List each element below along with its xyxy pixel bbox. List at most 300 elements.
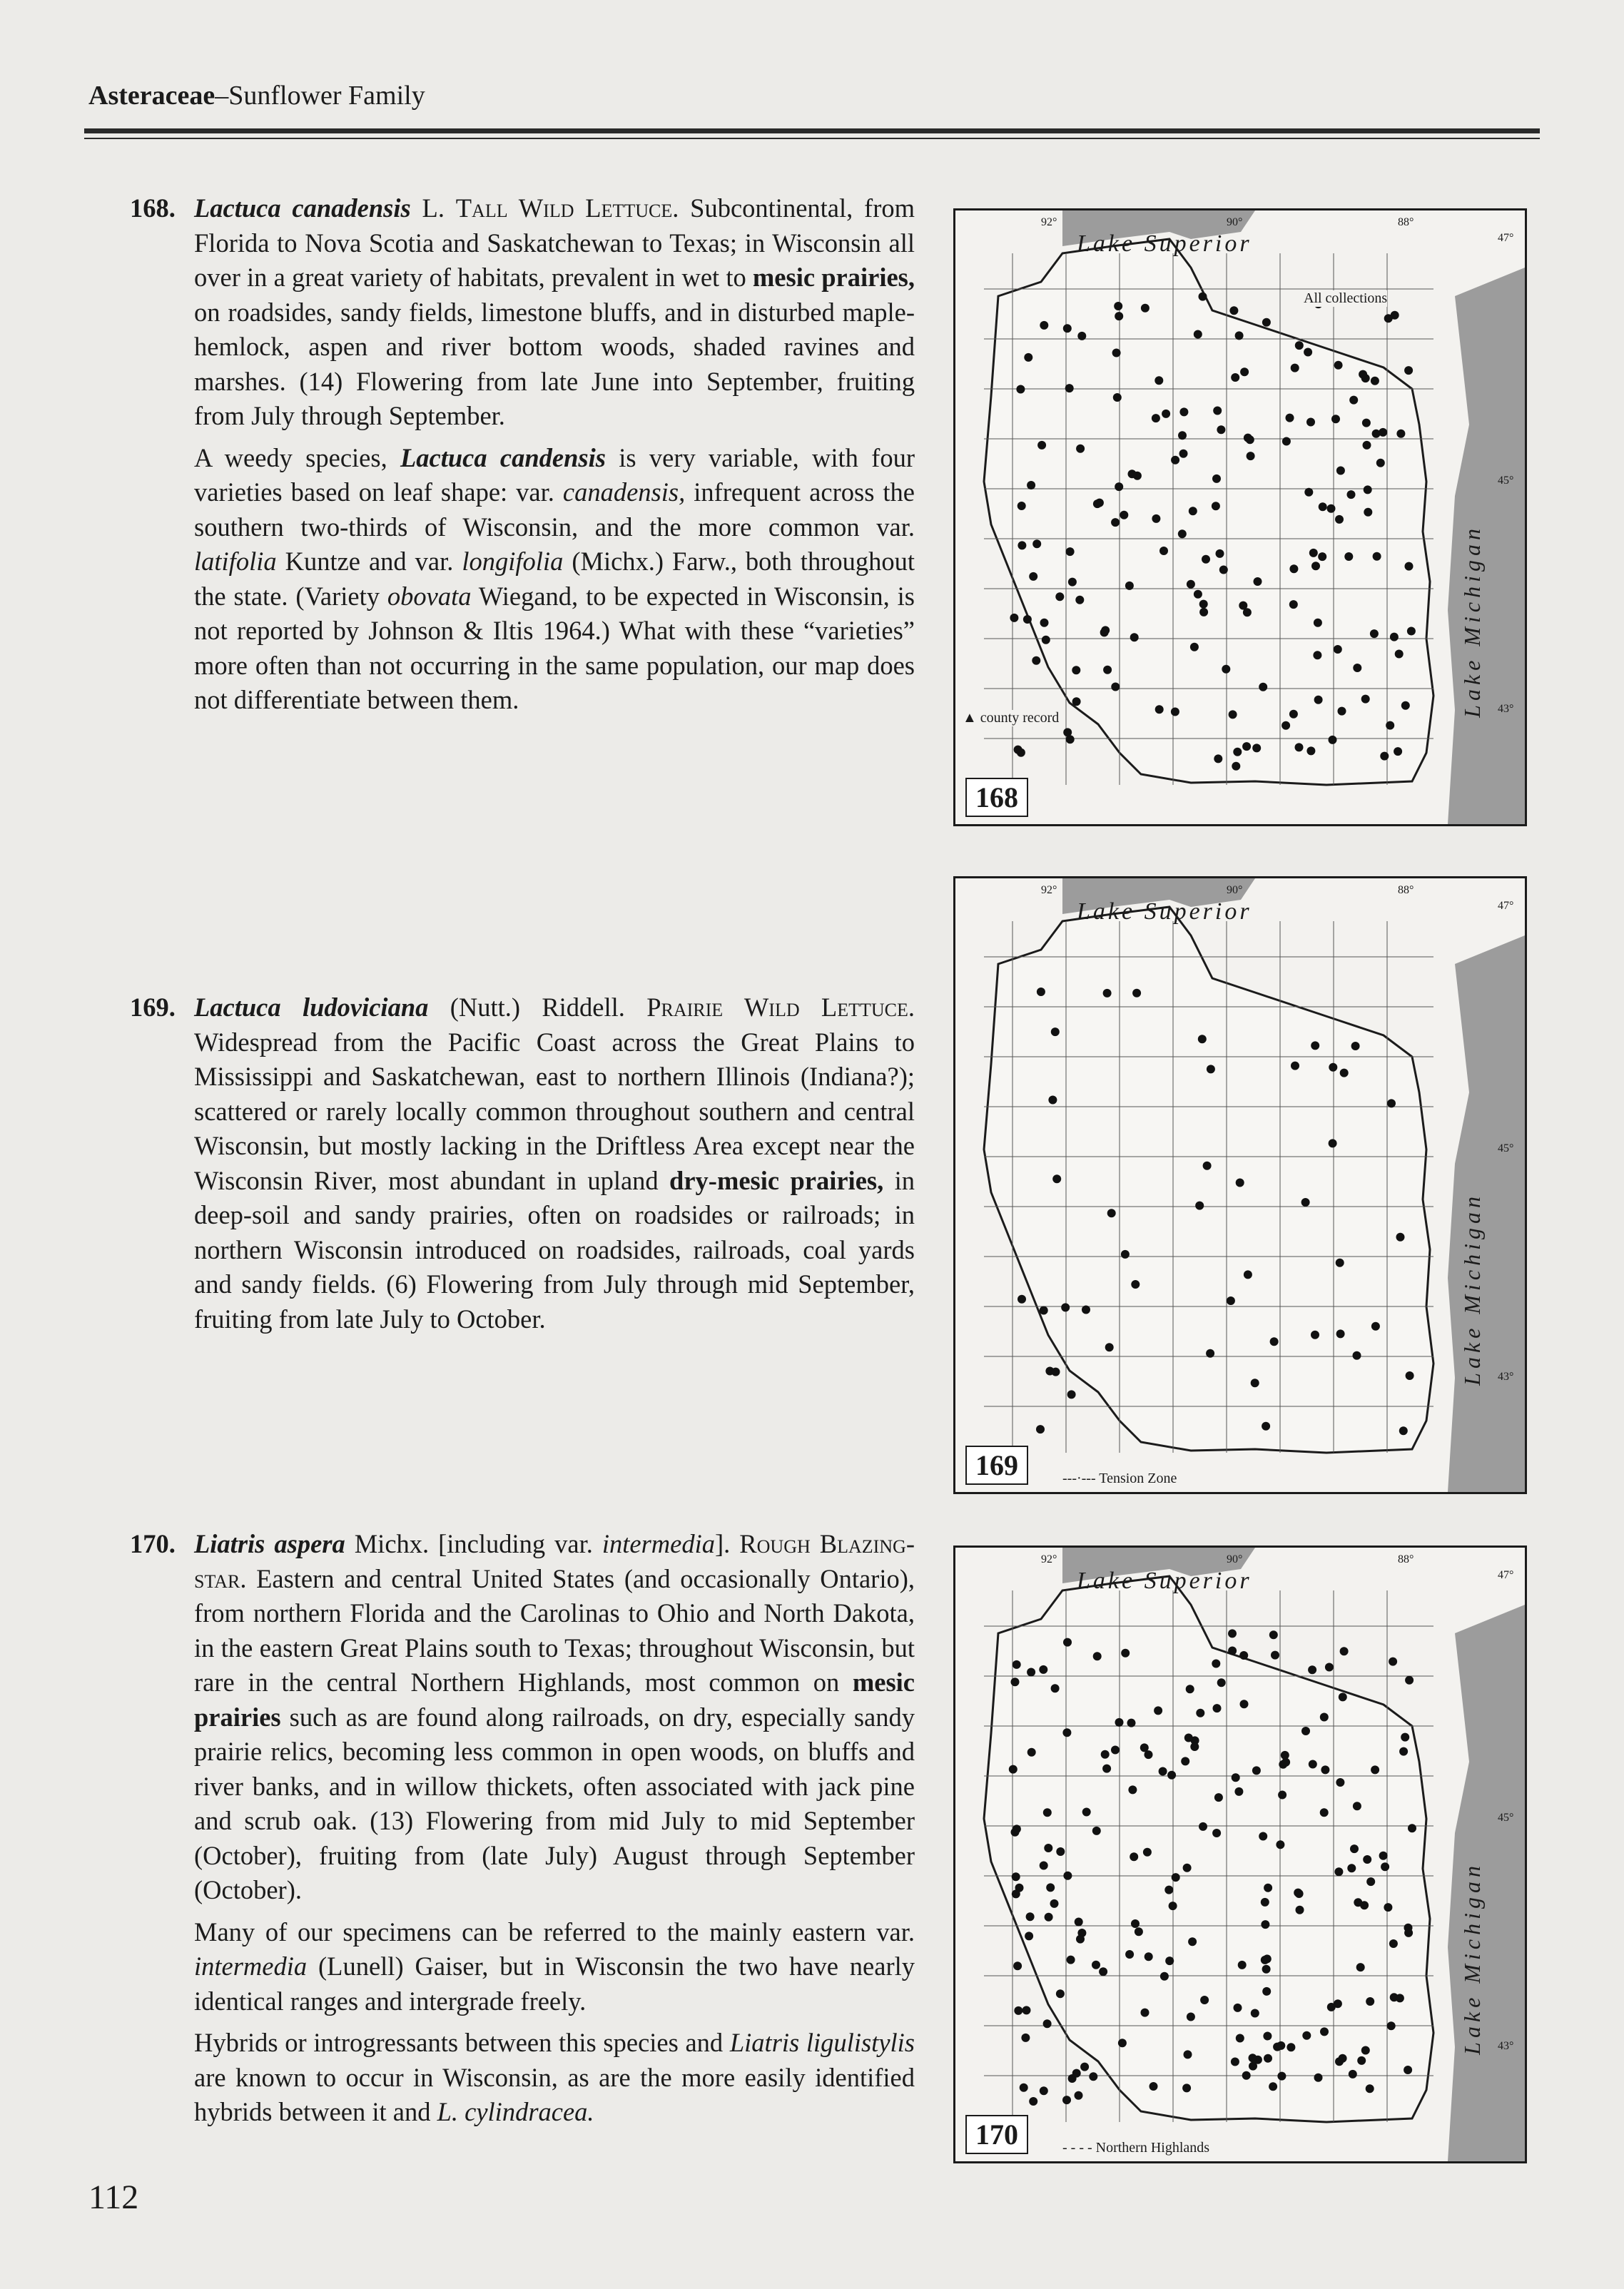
record-dot bbox=[1199, 600, 1208, 609]
record-dot bbox=[1154, 1706, 1162, 1715]
header-rule-thin bbox=[84, 138, 1540, 139]
record-dot bbox=[1194, 590, 1202, 599]
text-run: . Eastern and central United States (and occasionally Ontario), from northern Florida and the Carolinas to Ohio and North Dakota, in the eastern Great Plains south to Texas; throughout Wisconsin, but rare in the central Northern Highlands, most common on bbox=[194, 1563, 915, 1697]
record-dot bbox=[1023, 615, 1032, 624]
record-dot bbox=[1128, 1785, 1137, 1794]
text-run: Wiegand, to be expected in Wisconsin, is not reported by Johnson & Iltis 1964.) What with these “varieties” more often than not occurring in the same population, our map does not differentiate between them. bbox=[194, 581, 915, 714]
lat-45: 45° bbox=[1498, 474, 1514, 487]
record-dot bbox=[1264, 1884, 1272, 1892]
record-dot bbox=[1261, 1956, 1269, 1964]
record-dot bbox=[1227, 1296, 1235, 1305]
text-run: mesic prairies bbox=[194, 1668, 915, 1732]
record-dot bbox=[1063, 1872, 1072, 1880]
page-number: 112 bbox=[88, 2178, 139, 2216]
record-dot bbox=[1101, 1750, 1110, 1759]
record-dot bbox=[1082, 1808, 1091, 1817]
record-dot bbox=[1152, 414, 1160, 422]
record-dot bbox=[1025, 1932, 1033, 1940]
text-run: Lactuca canadensis bbox=[194, 193, 411, 223]
record-dot bbox=[1065, 384, 1074, 392]
record-dot bbox=[1024, 353, 1032, 362]
record-dot bbox=[1162, 410, 1170, 418]
record-dot bbox=[1407, 627, 1416, 636]
lat-47: 47° bbox=[1498, 900, 1514, 912]
record-dot bbox=[1387, 1099, 1396, 1107]
record-dot bbox=[1045, 1913, 1053, 1922]
record-dot bbox=[1075, 596, 1084, 604]
record-dot bbox=[1240, 1700, 1249, 1708]
record-dot bbox=[1103, 666, 1112, 674]
record-dot bbox=[1207, 1065, 1215, 1073]
record-dot bbox=[1190, 643, 1199, 651]
entry-168 bbox=[130, 191, 915, 725]
record-dot bbox=[1331, 415, 1340, 423]
record-dot bbox=[1164, 1886, 1173, 1894]
record-dot bbox=[1311, 1331, 1319, 1339]
record-dot bbox=[1327, 2003, 1336, 2011]
record-dot bbox=[1386, 721, 1394, 730]
record-dot bbox=[1121, 1250, 1130, 1259]
record-dot bbox=[1309, 1760, 1317, 1769]
record-dot bbox=[1188, 1937, 1197, 1946]
record-dot bbox=[1012, 1872, 1020, 1881]
record-dot bbox=[1396, 430, 1405, 438]
record-dot bbox=[1027, 1748, 1036, 1757]
record-dot bbox=[1252, 743, 1261, 752]
record-dot bbox=[1350, 1844, 1359, 1853]
record-dot bbox=[1196, 1709, 1204, 1717]
record-dot bbox=[1262, 1422, 1270, 1431]
text-run: Tall Wild Lettuce bbox=[455, 193, 673, 223]
record-dot bbox=[1184, 2050, 1192, 2059]
record-dot bbox=[1321, 1765, 1329, 1774]
text-run: infrequent across the southern two-thirds of Wisconsin, and the more common var. bbox=[194, 477, 915, 542]
record-dot bbox=[1067, 1390, 1076, 1399]
record-dot bbox=[1082, 1306, 1090, 1314]
record-dot bbox=[1183, 1864, 1192, 1872]
record-dot bbox=[1141, 2009, 1150, 2017]
text-run: L. cylindracea. bbox=[437, 2097, 594, 2126]
record-dot bbox=[1291, 1062, 1299, 1070]
text-run: . Widespread from the Pacific Coast across the Great Plains to Mississippi and Saskatchewan, east to northern Illinois (Indiana?); scattered or rarely locally common throughout southern and central Wisconsin, but mostly lacking in the Driftless Area except near the Wisconsin River, most abundant in upland bbox=[194, 993, 915, 1195]
record-dot bbox=[1150, 2082, 1158, 2091]
record-dot bbox=[1092, 1961, 1100, 1969]
lon-92: 92° bbox=[1041, 216, 1057, 228]
record-dot bbox=[1213, 1704, 1222, 1712]
record-dot bbox=[1353, 1802, 1361, 1810]
lake-michigan-label: Lake Michigan bbox=[1459, 524, 1485, 718]
record-dot bbox=[1026, 1912, 1035, 1921]
record-dot bbox=[1371, 1322, 1380, 1331]
text-run: latifolia bbox=[194, 547, 277, 576]
record-dot bbox=[1276, 1840, 1284, 1849]
entry-number: 169. bbox=[130, 993, 176, 1022]
record-dot bbox=[1295, 341, 1304, 350]
text-run: is very variable, with four varieties based on leaf shape: var. bbox=[194, 442, 915, 507]
record-dot bbox=[1349, 2070, 1357, 2079]
text-run: Many of our specimens can be referred to the mainly eastern var. bbox=[194, 1917, 915, 1947]
record-dot bbox=[1301, 1727, 1310, 1735]
record-dot bbox=[1072, 2069, 1081, 2078]
record-dot bbox=[1171, 456, 1179, 465]
entry-170 bbox=[130, 1527, 915, 2137]
record-dot bbox=[1127, 1719, 1136, 1727]
record-dot bbox=[1384, 314, 1393, 323]
record-dot bbox=[1011, 1678, 1020, 1686]
running-header bbox=[88, 80, 425, 111]
record-dot bbox=[1172, 1873, 1180, 1882]
lat-43: 43° bbox=[1498, 1371, 1514, 1383]
record-dot bbox=[1339, 1692, 1347, 1701]
record-dot bbox=[1187, 2013, 1195, 2021]
record-dot bbox=[1131, 1919, 1140, 1928]
record-dot bbox=[1075, 2091, 1083, 2100]
record-dot bbox=[1013, 1660, 1021, 1669]
record-dot bbox=[1404, 366, 1413, 375]
entry-170-p3 bbox=[194, 2026, 915, 2130]
text-run: (Lunell) Gaiser, but in Wisconsin the two have nearly identical ranges and intergrade freely. bbox=[194, 1952, 915, 2016]
record-dot bbox=[1234, 1787, 1243, 1796]
record-dot bbox=[1263, 2032, 1272, 2041]
record-dot bbox=[1229, 306, 1238, 315]
record-dot bbox=[1364, 508, 1372, 517]
record-dot bbox=[1212, 1660, 1220, 1668]
lat-43: 43° bbox=[1498, 2040, 1514, 2052]
text-run: intermedia bbox=[602, 1529, 716, 1558]
record-dot bbox=[1261, 1920, 1269, 1929]
record-dot bbox=[1017, 541, 1026, 549]
record-dot bbox=[1247, 452, 1255, 460]
record-dot bbox=[1039, 1665, 1047, 1674]
record-dot bbox=[1390, 633, 1399, 641]
text-run: on roadsides, sandy fields, limestone bluffs, and in disturbed maple-hemlock, aspen and river bottom woods, shaded ravines and marshes. (14) Flowering from late June into September, fruiting from July through September. bbox=[194, 297, 915, 430]
record-dot bbox=[1291, 364, 1299, 372]
lon-88: 88° bbox=[1398, 1553, 1414, 1565]
record-dot bbox=[1366, 1997, 1374, 2006]
record-dot bbox=[1325, 1663, 1334, 1672]
record-dot bbox=[1233, 748, 1242, 756]
record-dot bbox=[1140, 1743, 1149, 1752]
entry-168-p2 bbox=[194, 441, 915, 718]
record-dot bbox=[1329, 736, 1337, 744]
record-dot bbox=[1013, 1824, 1021, 1833]
record-dot bbox=[1130, 1852, 1138, 1861]
record-dot bbox=[1052, 1174, 1061, 1183]
text-run: Liatris ligulistylis bbox=[729, 2028, 915, 2057]
text-run: Kuntze and var. bbox=[276, 547, 462, 576]
record-dot bbox=[1282, 721, 1290, 730]
record-dot bbox=[1278, 1791, 1286, 1800]
record-dot bbox=[1125, 1950, 1134, 1959]
record-dot bbox=[1366, 1877, 1375, 1886]
record-dot bbox=[1178, 431, 1187, 440]
record-dot bbox=[1360, 1901, 1369, 1909]
record-dot bbox=[1111, 1746, 1120, 1755]
record-dot bbox=[1032, 656, 1040, 665]
record-dot bbox=[1308, 1665, 1316, 1674]
record-dot bbox=[1344, 552, 1353, 561]
record-dot bbox=[1347, 490, 1356, 499]
record-dot bbox=[1186, 1685, 1194, 1693]
record-dot bbox=[1128, 470, 1137, 478]
record-dot bbox=[1404, 1929, 1413, 1937]
text-run: dry-mesic prairies, bbox=[669, 1165, 884, 1195]
record-dot bbox=[1118, 2039, 1127, 2047]
record-dot bbox=[1242, 2071, 1251, 2080]
record-dot bbox=[1362, 419, 1371, 427]
record-dot bbox=[1062, 2096, 1071, 2104]
entry-number: 170. bbox=[130, 1529, 176, 1558]
record-dot bbox=[1043, 2019, 1052, 2028]
record-dot bbox=[1115, 1718, 1124, 1727]
record-dot bbox=[1229, 710, 1237, 719]
record-dot bbox=[1254, 577, 1262, 586]
record-dot bbox=[1040, 1862, 1048, 1870]
record-dot bbox=[1040, 2086, 1048, 2095]
record-dot bbox=[1249, 2062, 1257, 2071]
record-dot bbox=[1232, 762, 1240, 771]
record-dot bbox=[1111, 518, 1120, 527]
record-dot bbox=[1379, 1852, 1388, 1860]
record-dot bbox=[1114, 302, 1122, 310]
record-dot bbox=[1309, 549, 1318, 557]
record-dot bbox=[1179, 450, 1188, 458]
record-dot bbox=[1076, 445, 1085, 453]
record-dot bbox=[1141, 304, 1150, 313]
record-dot bbox=[1363, 441, 1371, 450]
record-dot bbox=[1296, 1906, 1304, 1914]
record-dot bbox=[1262, 1987, 1271, 1996]
record-dot bbox=[1027, 1668, 1035, 1677]
lon-92: 92° bbox=[1041, 884, 1057, 896]
text-run: Hybrids or introgressants between this species and bbox=[194, 2028, 730, 2057]
record-dot bbox=[1363, 1855, 1371, 1864]
record-dot bbox=[1040, 321, 1048, 330]
record-dot bbox=[1340, 1647, 1349, 1655]
record-dot bbox=[1396, 1233, 1405, 1242]
entry-170-p2 bbox=[194, 1915, 915, 2019]
record-dot bbox=[1135, 1927, 1143, 1936]
record-dot bbox=[1131, 1280, 1140, 1289]
record-dot bbox=[1295, 1889, 1304, 1898]
record-dot bbox=[1044, 1844, 1052, 1852]
record-dot bbox=[1357, 2056, 1366, 2065]
text-run: Rough Blazing-star bbox=[194, 1529, 915, 1593]
record-dot bbox=[1406, 1371, 1414, 1380]
record-dot bbox=[1160, 1972, 1169, 1981]
record-dot bbox=[1017, 1295, 1026, 1304]
record-dot bbox=[1107, 1209, 1116, 1217]
record-dot bbox=[1238, 1961, 1247, 1969]
record-dot bbox=[1405, 1676, 1414, 1685]
record-dot bbox=[1009, 1765, 1017, 1774]
record-dot bbox=[1203, 1162, 1212, 1170]
record-dot bbox=[1359, 370, 1367, 379]
record-dot bbox=[1132, 989, 1141, 998]
record-dot bbox=[1061, 1303, 1070, 1311]
record-dot bbox=[1311, 1041, 1319, 1050]
record-dot bbox=[1068, 578, 1077, 587]
record-dot bbox=[1239, 1651, 1248, 1660]
record-dot bbox=[1277, 2072, 1286, 2081]
record-dot bbox=[1306, 746, 1315, 755]
record-dot bbox=[1219, 566, 1228, 574]
record-dot bbox=[1370, 629, 1379, 638]
record-dot bbox=[1246, 435, 1254, 444]
record-dot bbox=[1273, 2043, 1282, 2051]
text-run: longifolia bbox=[462, 547, 564, 576]
record-dot bbox=[1329, 1063, 1337, 1072]
entry-168-p1 bbox=[130, 191, 915, 434]
record-dot bbox=[1361, 695, 1370, 704]
record-dot bbox=[1234, 2004, 1242, 2012]
lat-43: 43° bbox=[1498, 703, 1514, 715]
record-dot bbox=[1010, 614, 1018, 622]
record-dot bbox=[1231, 373, 1239, 382]
record-dot bbox=[1037, 988, 1045, 996]
record-dot bbox=[1199, 608, 1208, 616]
record-dot bbox=[1103, 989, 1112, 998]
text-run: (Michx.) Farw., both throughout the state. (Variety bbox=[194, 547, 915, 611]
lat-47: 47° bbox=[1498, 1569, 1514, 1581]
record-dot bbox=[1120, 511, 1128, 519]
record-dot bbox=[1056, 1847, 1065, 1856]
record-dot bbox=[1262, 1965, 1271, 1974]
record-dot bbox=[1320, 2027, 1329, 2036]
record-dot bbox=[1062, 1728, 1071, 1737]
text-run: obovata bbox=[387, 581, 472, 611]
record-dot bbox=[1314, 619, 1322, 627]
record-dot bbox=[1189, 507, 1197, 515]
record-dot bbox=[1327, 504, 1336, 513]
lon-90: 90° bbox=[1227, 1553, 1243, 1565]
legend-all-collections: All collections bbox=[1304, 290, 1388, 306]
record-dot bbox=[1014, 2006, 1022, 2015]
record-dot bbox=[1046, 1883, 1055, 1892]
record-dot bbox=[1089, 2072, 1097, 2081]
record-dot bbox=[1228, 1629, 1237, 1638]
text-run: are known to occur in Wisconsin, as are the more easily identified hybrids between it and bbox=[194, 2062, 915, 2126]
lake-michigan-label: Lake Michigan bbox=[1459, 1192, 1485, 1386]
record-dot bbox=[1099, 1967, 1107, 1976]
record-dot bbox=[1356, 1963, 1365, 1971]
record-dot bbox=[1178, 529, 1187, 538]
record-dot bbox=[1111, 683, 1120, 691]
lake-superior-label: Lake Superior bbox=[1077, 1568, 1252, 1594]
record-dot bbox=[1016, 385, 1025, 394]
record-dot bbox=[1042, 636, 1050, 644]
legend-county-record: ▲ county record bbox=[963, 710, 1060, 726]
record-dot bbox=[1092, 1827, 1101, 1835]
record-dot bbox=[1340, 1069, 1349, 1077]
record-dot bbox=[1027, 481, 1035, 489]
record-dot bbox=[1202, 555, 1210, 564]
record-dot bbox=[1269, 1630, 1278, 1639]
text-run: Lactuca candensis bbox=[400, 442, 606, 472]
record-dot bbox=[1364, 485, 1372, 494]
record-dot bbox=[1159, 1767, 1167, 1776]
record-dot bbox=[1063, 728, 1072, 736]
lon-90: 90° bbox=[1227, 216, 1243, 228]
record-dot bbox=[1371, 377, 1379, 385]
record-dot bbox=[1200, 1996, 1209, 2004]
record-dot bbox=[1394, 747, 1402, 756]
record-dot bbox=[1295, 743, 1304, 751]
record-dot bbox=[1194, 330, 1202, 339]
record-dot bbox=[1063, 1638, 1072, 1647]
record-dot bbox=[1075, 1918, 1083, 1927]
record-dot bbox=[1077, 332, 1086, 340]
record-dot bbox=[1179, 407, 1188, 416]
record-dot bbox=[1159, 547, 1168, 555]
record-dot bbox=[1373, 552, 1381, 561]
record-dot bbox=[1040, 1306, 1048, 1315]
record-dot bbox=[1396, 1994, 1404, 2002]
record-dot bbox=[1319, 502, 1327, 511]
record-dot bbox=[1032, 539, 1041, 548]
record-dot bbox=[1029, 572, 1037, 581]
text-run: L. bbox=[410, 193, 456, 223]
record-dot bbox=[1387, 2021, 1396, 2030]
record-dot bbox=[1198, 1035, 1207, 1043]
record-dot bbox=[1169, 1902, 1177, 1910]
distribution-map-168 bbox=[953, 208, 1527, 826]
record-dot bbox=[1105, 1343, 1114, 1351]
wisconsin-map-svg bbox=[955, 210, 1525, 824]
record-dot bbox=[1329, 1139, 1337, 1147]
record-dot bbox=[1022, 2006, 1031, 2014]
record-dot bbox=[1408, 1824, 1416, 1832]
record-dot bbox=[1259, 683, 1267, 691]
record-dot bbox=[1313, 651, 1321, 659]
record-dot bbox=[1242, 742, 1251, 751]
record-dot bbox=[1012, 1889, 1020, 1898]
record-dot bbox=[1100, 628, 1109, 636]
record-dot bbox=[1353, 1351, 1361, 1360]
text-run: ]. bbox=[715, 1529, 740, 1558]
record-dot bbox=[1029, 2097, 1037, 2106]
record-dot bbox=[1067, 1956, 1075, 1964]
record-dot bbox=[1379, 428, 1387, 437]
record-dot bbox=[1232, 1773, 1240, 1782]
record-dot bbox=[1401, 701, 1410, 710]
record-dot bbox=[1190, 1742, 1199, 1751]
text-run: canadensis, bbox=[562, 477, 686, 507]
record-dot bbox=[1199, 293, 1207, 301]
record-dot bbox=[1036, 1425, 1045, 1433]
record-dot bbox=[1336, 467, 1345, 475]
map-number: 168 bbox=[965, 778, 1028, 817]
record-dot bbox=[1289, 600, 1298, 609]
record-dot bbox=[1366, 2084, 1374, 2093]
record-dot bbox=[1206, 1349, 1214, 1358]
record-dot bbox=[1304, 488, 1313, 497]
record-dot bbox=[1252, 1766, 1261, 1775]
record-dot bbox=[1056, 1989, 1065, 1998]
lat-45: 45° bbox=[1498, 1812, 1514, 1824]
record-dot bbox=[1251, 2009, 1259, 2018]
record-dot bbox=[1334, 645, 1342, 654]
record-dot bbox=[1154, 376, 1163, 385]
record-dot bbox=[1231, 2058, 1239, 2066]
record-dot bbox=[1262, 318, 1271, 327]
record-dot bbox=[1063, 324, 1072, 333]
record-dot bbox=[1080, 2063, 1089, 2071]
record-dot bbox=[1380, 752, 1389, 761]
text-run: . Subcontinental, from Florida to Nova Scotia and Saskatchewan to Texas; in Wisconsin all over in a great variety of habitats, prevalent in wet to bbox=[194, 193, 915, 292]
record-dot bbox=[1401, 1733, 1409, 1742]
record-dot bbox=[1213, 407, 1222, 415]
